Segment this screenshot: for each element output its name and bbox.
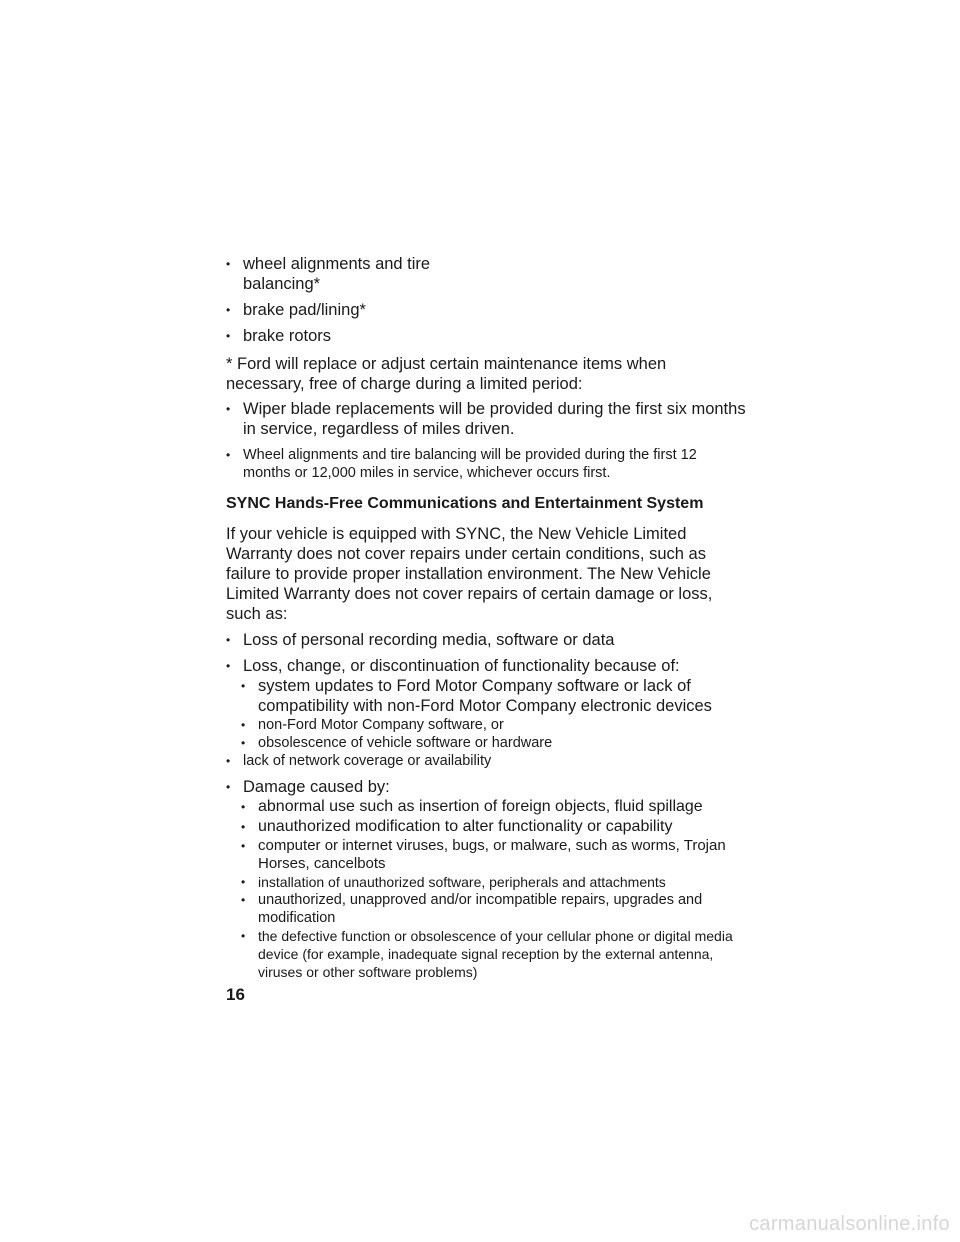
list-item: • wheel alignments and tire balancing* [226, 254, 483, 294]
sub-list-item: • computer or internet viruses, bugs, or malware, such as worms, Trojan Horses, cancelbots [241, 837, 746, 873]
page-number: 16 [226, 985, 245, 1004]
list-item: • Loss of personal recording media, software or data [226, 630, 746, 650]
sub-list-item: • unauthorized modification to alter functionality or capability [241, 817, 746, 837]
sub-list-item: • system updates to Ford Motor Company software or lack of compatibility with non-Ford Motor Company electronic devices [241, 676, 746, 716]
sub-list-item: • installation of unauthorized software, peripherals and attachments [241, 873, 746, 891]
list-item: • brake rotors [226, 326, 746, 346]
sub-list-item: • the defective function or obsolescence of your cellular phone or digital media device (for example, inadequate signal reception by the external antenna, viruses or other software problems) [241, 927, 746, 981]
sub-list-item: • abnormal use such as insertion of foreign objects, fluid spillage [241, 797, 746, 817]
list-item: • Loss, change, or discontinuation of functionality because of: [226, 656, 746, 676]
sub-list-item: • unauthorized, unapproved and/or incompatible repairs, upgrades and modification [241, 891, 746, 927]
section-paragraph: If your vehicle is equipped with SYNC, the New Vehicle Limited Warranty does not cover repairs under certain conditions, such as failure to provide proper installation environment. The New Vehicle Limited Warranty does not cover repairs of certain damage or loss, such as: [226, 525, 713, 623]
list-item: • brake pad/lining* [226, 300, 746, 320]
footnote: * Ford will replace or adjust certain maintenance items when necessary, free of charge during a limited period: [226, 355, 667, 393]
watermark: carmanualsonline.info [749, 1213, 950, 1235]
section-heading: SYNC Hands-Free Communications and Entertainment System [226, 495, 704, 512]
list-item: • Wheel alignments and tire balancing will be provided during the first 12 months or 12,000 miles in service, whichever occurs first. [226, 446, 746, 482]
sub-list-item: • obsolescence of vehicle software or hardware [241, 734, 746, 752]
list-item: • Damage caused by: [226, 777, 746, 797]
sub-list-item: • non-Ford Motor Company software, or [241, 716, 746, 734]
list-item: • lack of network coverage or availability [226, 752, 746, 770]
page-content [226, 254, 746, 981]
list-item: • Wiper blade replacements will be provided during the first six months in service, regardless of miles driven. [226, 399, 746, 439]
